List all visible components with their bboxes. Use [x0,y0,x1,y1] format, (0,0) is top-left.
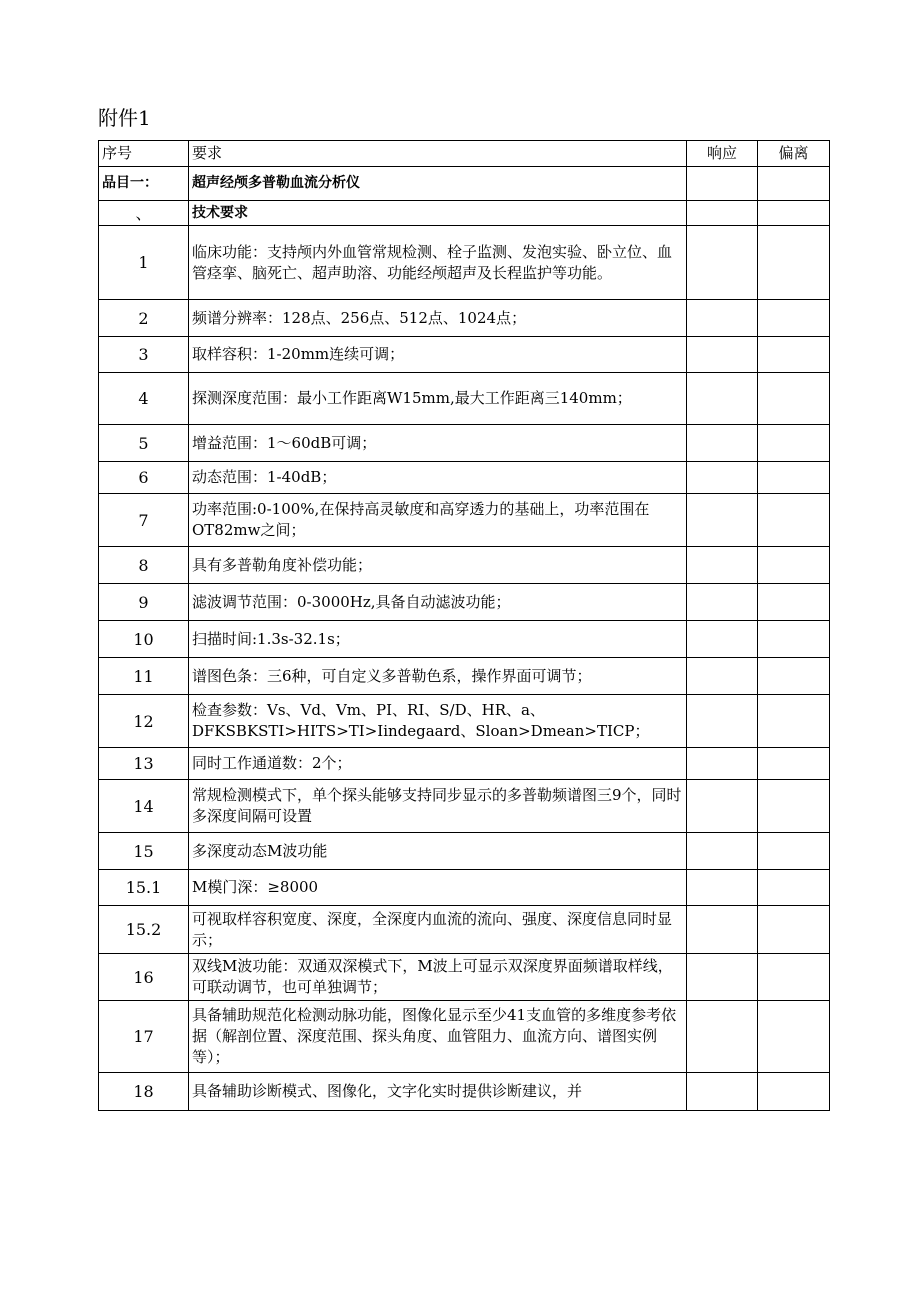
response-cell[interactable] [687,373,758,425]
header-deviation: 偏离 [758,141,830,167]
header-requirement: 要求 [189,141,687,167]
response-cell[interactable] [687,780,758,833]
response-cell[interactable] [687,695,758,748]
row-text: 增益范围：1〜60dB可调； [189,425,687,462]
header-response: 响应 [687,141,758,167]
response-cell[interactable] [687,1001,758,1073]
deviation-cell[interactable] [758,1073,830,1111]
deviation-cell[interactable] [758,748,830,780]
table-row [99,748,830,780]
table-row [99,1001,830,1073]
deviation-cell[interactable] [758,1001,830,1073]
row-no: 、 [99,201,189,226]
row-text: 临床功能：支持颅内外血管常规检测、栓子监测、发泡实验、卧立位、血管痉挛、脑死亡、超声助溶、功能经颅超声及长程监护等功能。 [189,226,687,300]
table-row [99,954,830,1001]
table-row [99,201,830,226]
response-cell[interactable] [687,462,758,494]
response-cell[interactable] [687,870,758,906]
row-no: 6 [99,462,189,494]
deviation-cell[interactable] [758,373,830,425]
attachment-heading: 附件1 [98,106,151,130]
response-cell[interactable] [687,425,758,462]
response-cell[interactable] [687,547,758,584]
response-cell[interactable] [687,748,758,780]
deviation-cell[interactable] [758,300,830,337]
row-text: 滤波调节范围：0-3000Hz,具备自动滤波功能； [189,584,687,621]
row-text: 探测深度范围：最小工作距离W15mm,最大工作距离三140mm； [189,373,687,425]
table-row [99,373,830,425]
response-cell[interactable] [687,201,758,226]
row-no: 15.2 [99,906,189,954]
deviation-cell[interactable] [758,658,830,695]
table-header-row [99,141,830,167]
row-text: 可视取样容积宽度、深度，全深度内血流的流向、强度、深度信息同时显示； [189,906,687,954]
deviation-cell[interactable] [758,337,830,373]
row-text: M模门深：≥8000 [189,870,687,906]
row-text: 常规检测模式下，单个探头能够支持同步显示的多普勒频谱图三9个，同时多深度间隔可设置 [189,780,687,833]
table-row [99,167,830,201]
row-text: 具有多普勒角度补偿功能； [189,547,687,584]
requirements-table [98,140,830,1111]
deviation-cell[interactable] [758,870,830,906]
row-no: 15 [99,833,189,870]
row-no: 17 [99,1001,189,1073]
row-text: 具备辅助规范化检测动脉功能，图像化显示至少41支血管的多维度参考依据（解剖位置、深度范围、探头角度、血管阻力、血流方向、谱图实例等）； [189,1001,687,1073]
deviation-cell[interactable] [758,425,830,462]
table-row [99,494,830,547]
table-row [99,658,830,695]
table-row [99,1073,830,1111]
deviation-cell[interactable] [758,547,830,584]
deviation-cell[interactable] [758,462,830,494]
deviation-cell[interactable] [758,695,830,748]
row-text: 动态范围：1-40dB； [189,462,687,494]
row-no: 2 [99,300,189,337]
deviation-cell[interactable] [758,167,830,201]
row-text: 技术要求 [189,201,687,226]
row-no: 16 [99,954,189,1001]
response-cell[interactable] [687,621,758,658]
response-cell[interactable] [687,954,758,1001]
row-no: 3 [99,337,189,373]
row-text: 同时工作通道数：2个； [189,748,687,780]
response-cell[interactable] [687,584,758,621]
table-row [99,425,830,462]
table-row [99,337,830,373]
row-no: 1 [99,226,189,300]
deviation-cell[interactable] [758,833,830,870]
table-row [99,621,830,658]
row-text: 双线M波功能：双通双深模式下，M波上可显示双深度界面频谱取样线，可联动调节，也可单独调节； [189,954,687,1001]
row-text: 频谱分辨率：128点、256点、512点、1024点； [189,300,687,337]
response-cell[interactable] [687,833,758,870]
row-text: 检查参数：Vs、Vd、Vm、PI、RI、S/D、HR、a、DFKSBKSTI>HITS>TI>Iindegaard、Sloan>Dmean>TICP； [189,695,687,748]
row-no: 5 [99,425,189,462]
response-cell[interactable] [687,658,758,695]
table-row [99,547,830,584]
deviation-cell[interactable] [758,584,830,621]
response-cell[interactable] [687,300,758,337]
table-row [99,695,830,748]
table-row [99,833,830,870]
deviation-cell[interactable] [758,201,830,226]
row-no: 品目一： [99,167,189,201]
table-row [99,870,830,906]
deviation-cell[interactable] [758,226,830,300]
row-no: 9 [99,584,189,621]
deviation-cell[interactable] [758,954,830,1001]
row-text: 超声经颅多普勒血流分析仪 [189,167,687,201]
header-no: 序号 [99,141,189,167]
table-row [99,906,830,954]
row-text: 谱图色条：三6种，可自定义多普勒色系，操作界面可调节； [189,658,687,695]
table-row [99,462,830,494]
response-cell[interactable] [687,337,758,373]
row-text: 扫描时间:1.3s-32.1s； [189,621,687,658]
row-text: 具备辅助诊断模式、图像化，文字化实时提供诊断建议，并 [189,1073,687,1111]
response-cell[interactable] [687,494,758,547]
row-text: 取样容积：1-20mm连续可调； [189,337,687,373]
row-no: 4 [99,373,189,425]
table-row [99,780,830,833]
row-text: 多深度动态M波功能 [189,833,687,870]
row-no: 18 [99,1073,189,1111]
deviation-cell[interactable] [758,780,830,833]
deviation-cell[interactable] [758,494,830,547]
row-no: 7 [99,494,189,547]
response-cell[interactable] [687,167,758,201]
row-no: 11 [99,658,189,695]
deviation-cell[interactable] [758,621,830,658]
row-no: 14 [99,780,189,833]
row-no: 13 [99,748,189,780]
table-row [99,226,830,300]
deviation-cell[interactable] [758,906,830,954]
table-row [99,584,830,621]
row-text: 功率范围:0-100%,在保持高灵敏度和高穿透力的基础上，功率范围在OT82mw之间； [189,494,687,547]
response-cell[interactable] [687,226,758,300]
row-no: 12 [99,695,189,748]
response-cell[interactable] [687,1073,758,1111]
row-no: 15.1 [99,870,189,906]
table-row [99,300,830,337]
row-no: 10 [99,621,189,658]
row-no: 8 [99,547,189,584]
response-cell[interactable] [687,906,758,954]
